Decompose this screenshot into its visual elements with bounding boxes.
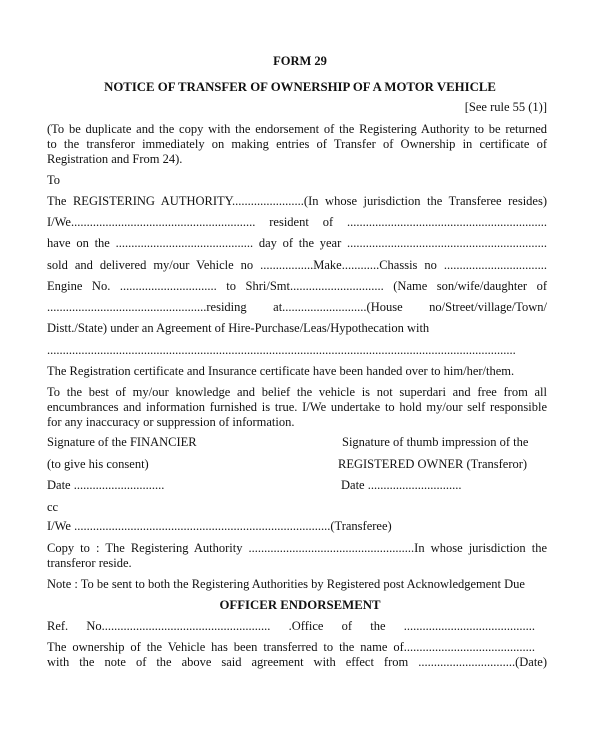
instruction-line: (To be duplicate and the copy with the endorsement of the Registering Authority to be returned xyxy=(47,122,547,136)
vehicle-details-line: sold and delivered my/our Vehicle no .................Make............Chassis no ................................. xyxy=(47,258,547,272)
instruction-line: to the transferor immediately on making entries of Transfer of Ownership in certificate of xyxy=(47,137,547,151)
date-of-sale-line: have on the ............................................ day of the year ................................................................ xyxy=(47,236,547,250)
financier-consent-note: (to give his consent) xyxy=(47,457,149,471)
declaration-line: for any inaccuracy or suppression of information. xyxy=(47,415,295,429)
registering-authority-line: The REGISTERING AUTHORITY.......................(In whose jurisdiction the Transferee resides) xyxy=(47,194,547,208)
residing-at-line: ...................................................residing at...........................(House no/Street/village/Town/ xyxy=(47,300,547,314)
certificate-statement: The Registration certificate and Insurance certificate have been handed over to him/her/them. xyxy=(47,364,515,378)
transfer-line: The ownership of the Vehicle has been transferred to the name of.......................................... xyxy=(47,640,535,654)
agreement-line: Distt./State) under an Agreement of Hire-Purchase/Leas/Hypothecation with xyxy=(47,321,430,335)
declaration-line: To the best of my/our knowledge and belief the vehicle is not superdari and free from all xyxy=(47,385,547,399)
declaration-line: encumbrances and information furnished is true. I/We undertake to hold my/our self responsible xyxy=(47,400,547,414)
transfer-line: with the note of the above said agreement with effect from ...............................(Date) xyxy=(47,655,547,669)
copy-to-line: transferor reside. xyxy=(47,556,132,570)
ref-office-line: Ref. No...................................................... .Office of the .......................................... xyxy=(47,619,535,633)
engine-transferee-line: Engine No. ............................... to Shri/Smt.............................. (Name son/wife/daughter of xyxy=(47,279,547,293)
owner-role-note: REGISTERED OWNER (Transferor) xyxy=(338,457,528,471)
owner-date: Date .............................. xyxy=(341,478,462,492)
owner-signature-label: Signature of thumb impression of the xyxy=(342,435,529,449)
financier-signature-label: Signature of the FINANCIER xyxy=(47,435,197,449)
financier-name-line: ...................................................................................................................................................... xyxy=(47,343,516,357)
copy-to-line: Copy to : The Registering Authority .....................................................In whose jurisdiction the xyxy=(47,541,547,555)
transferee-line: I/We ..................................................................................(Transferee) xyxy=(47,519,392,533)
to-label: To xyxy=(47,173,61,187)
rule-reference: [See rule 55 (1)] xyxy=(464,100,547,114)
instruction-line: Registration and From 24). xyxy=(47,152,183,166)
financier-date: Date ............................. xyxy=(47,478,165,492)
cc-label: cc xyxy=(47,500,59,514)
postal-note: Note : To be sent to both the Registering Authorities by Registered post Acknowledgement Due xyxy=(47,577,525,591)
form-number: FORM 29 xyxy=(273,54,327,68)
form-title: NOTICE OF TRANSFER OF OWNERSHIP OF A MOTOR VEHICLE xyxy=(104,80,496,94)
resident-line: I/We........................................................... resident of ................................................................ xyxy=(47,215,547,229)
officer-endorsement-heading: OFFICER ENDORSEMENT xyxy=(219,598,381,612)
